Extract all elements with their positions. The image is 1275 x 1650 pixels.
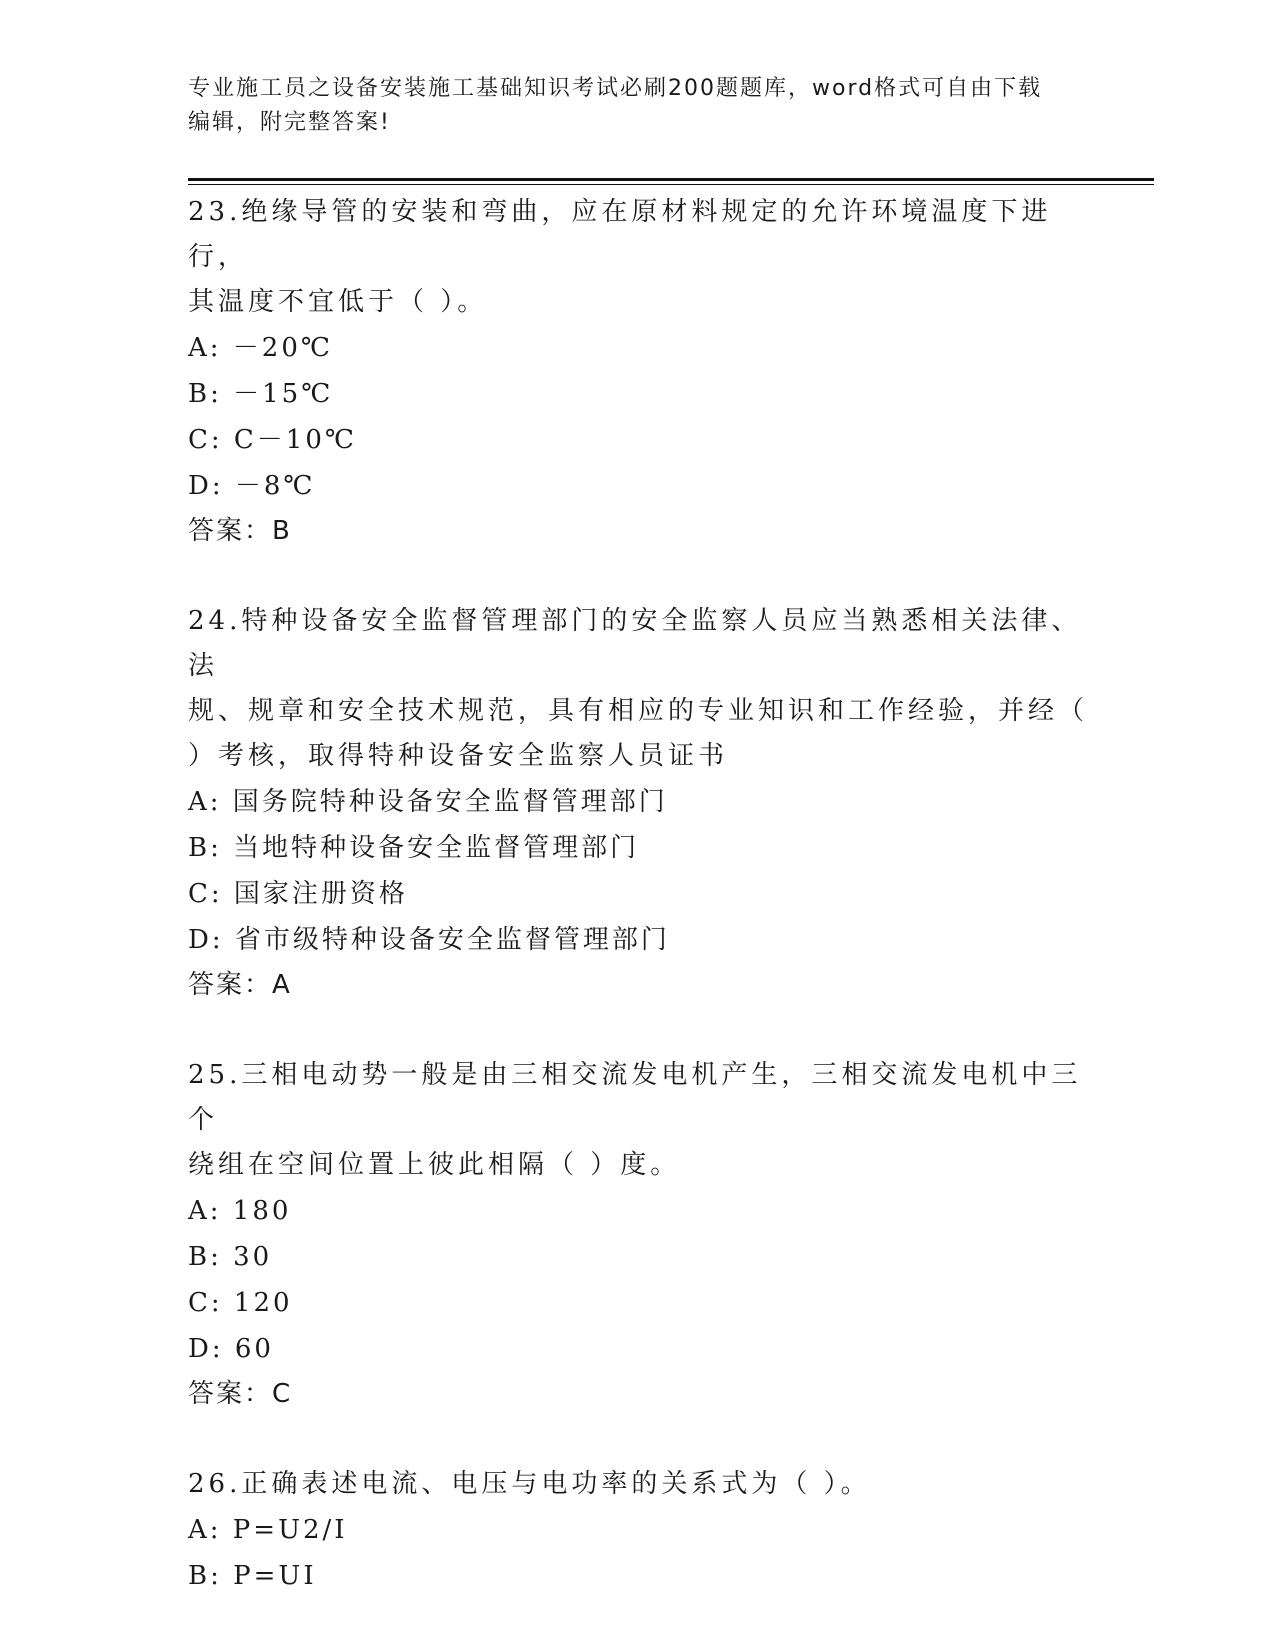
question-stem-line: ）考核，取得特种设备安全监察人员证书 (188, 741, 729, 771)
option-d: D: 省市级特种设备安全监督管理部门 (188, 925, 670, 955)
question-stem-line: 其温度不宜低于（ ）。 (188, 287, 488, 317)
question-stem-line: 24.特种设备安全监督管理部门的安全监察人员应当熟悉相关法律、法 (188, 606, 1082, 681)
option-b: B: 30 (188, 1242, 273, 1272)
option-a: A: －20℃ (188, 333, 333, 363)
header-rule-thick (188, 178, 1154, 181)
answer-line: 答案：C (188, 1379, 293, 1409)
document-header (188, 72, 1088, 140)
option-c: C: C－10℃ (188, 425, 357, 455)
option-c: C: 120 (188, 1288, 293, 1318)
question-stem-line: 26.正确表述电流、电压与电功率的关系式为（ ）。 (188, 1469, 871, 1499)
option-a: A: P=U2/I (188, 1515, 348, 1545)
option-b: B: －15℃ (188, 379, 334, 409)
question-24 (188, 599, 1088, 1007)
option-b: B: P=UI (188, 1561, 317, 1591)
header-line-2: 编辑，附完整答案! (188, 110, 391, 135)
option-a: A: 国务院特种设备安全监督管理部门 (188, 787, 668, 817)
option-c: C: 国家注册资格 (188, 879, 408, 909)
answer-line: 答案：B (188, 516, 292, 546)
question-stem-line: 23.绝缘导管的安装和弯曲，应在原材料规定的允许环境温度下进行， (188, 197, 1052, 272)
header-line-1: 专业施工员之设备安装施工基础知识考试必刷200题题库，word格式可自由下载 (188, 76, 1043, 101)
question-stem-line: 绕组在空间位置上彼此相隔（ ）度。 (188, 1150, 681, 1180)
header-rule-thin (188, 184, 1154, 185)
question-list (188, 190, 1088, 1645)
answer-line: 答案：A (188, 970, 292, 1000)
question-25 (188, 1053, 1088, 1416)
option-d: D: －8℃ (188, 471, 316, 501)
question-stem-line: 25.三相电动势一般是由三相交流发电机产生，三相交流发电机中三个 (188, 1060, 1082, 1135)
option-d: D: 60 (188, 1334, 274, 1364)
question-stem-line: 规、规章和安全技术规范，具有相应的专业知识和工作经验，并经（ (188, 696, 1089, 726)
question-26 (188, 1462, 1088, 1599)
option-a: A: 180 (188, 1196, 292, 1226)
question-23 (188, 190, 1088, 553)
option-b: B: 当地特种设备安全监督管理部门 (188, 833, 640, 863)
